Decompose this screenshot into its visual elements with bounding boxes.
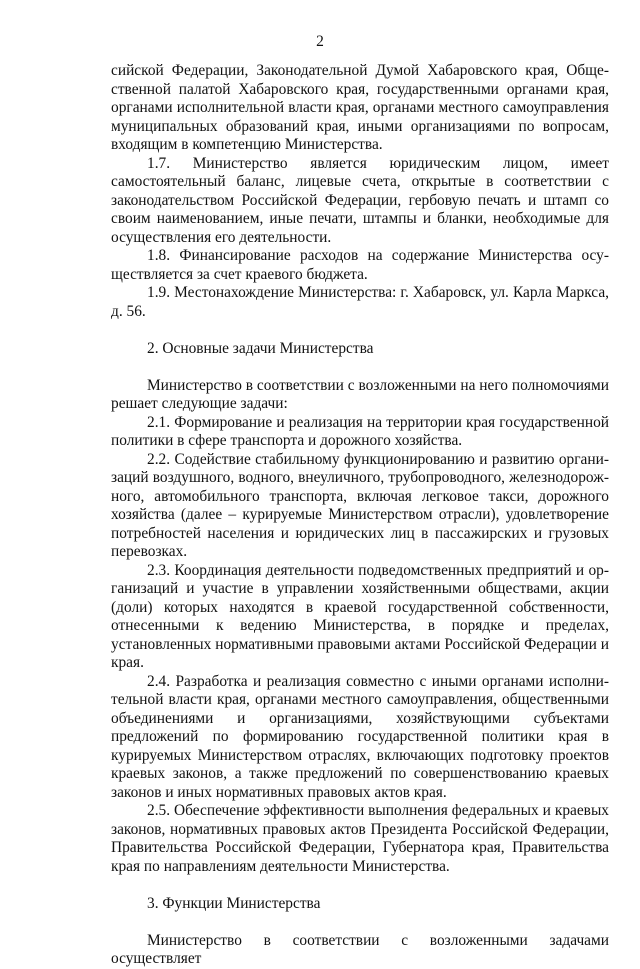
paragraph-1-9: 1.9. Местонахождение Министерства: г. Хабаровск, ул. Карла Маркса, д. 56.: [111, 284, 609, 320]
page-number: 2: [316, 33, 324, 50]
paragraph-2-4: 2.4. Разработка и реализация совместно с иными органами исполнительной власти края, органами местного самоуправления, общественными объединениями и организациями, хозяйствующими субъектами предложений по формированию государственной политики края в курируемых Министерством отраслях, включающих подготовку проектов краевых законов, а также предложений по совершенствованию краевых законов и иных нормативных правовых актов края.: [111, 672, 609, 801]
paragraph-2-1: 2.1. Формирование и реализация на территории края государственной политики в сфере транспорта и дорожного хозяйства.: [111, 413, 609, 449]
paragraph-1-8: 1.8. Финансирование расходов на содержание Министерства осуществляется за счет краевого бюджета.: [111, 247, 609, 283]
paragraph-2-2: 2.2. Содействие стабильному функционированию и развитию организаций воздушного, водного, внеуличного, трубопроводного, железнодорожного, автомобильного транспорта, включая легковое такси, дорожного хозяйства (далее – курируемые Министерством отрасли), удовлетворение потребностей населения и юридических лиц в пассажирских и грузовых перевозках.: [111, 450, 609, 560]
paragraph-3-intro: Министерство в соответствии с возложенными задачами осуществляет: [111, 931, 609, 967]
section-heading-3: 3. Функции Министерства: [147, 894, 321, 912]
paragraph-2-5: 2.5. Обеспечение эффективности выполнения федеральных и краевых законов, нормативных правовых актов Президента Российской Федерации, Правительства Российской Федерации, Губернатора края, Правительства края по направлениям деятельности Министерства.: [111, 802, 609, 875]
paragraph-2-3: 2.3. Координация деятельности подведомственных предприятий и организаций и участие в управлении хозяйственными обществами, акции (доли) которых находятся в краевой государственной собственности, отнесенными к ведению Министерства, в порядке и пределах, установленных нормативными правовыми актами Российской Федерации и края.: [111, 561, 609, 671]
paragraph-2-intro: Министерство в соответствии с возложенными на него полномочиями решает следующие задачи:: [111, 376, 609, 412]
section-heading-2: 2. Основные задачи Министерства: [147, 339, 374, 357]
paragraph-1-7: 1.7. Министерство является юридическим лицом, имеет самостоятельный баланс, лицевые счета, открытые в соответствии с законодательством Российской Федерации, гербовую печать и штамп со своим наименованием, иные печати, штампы и бланки, необходимые для осуществления его деятельности.: [111, 154, 609, 246]
paragraph-continuation: сийской Федерации, Законодательной Думой Хабаровского края, Общественной палатой Хабаровского края, государственными органами края, органами исполнительной власти края, органами местного самоуправления муниципальных образований края, иными организациями по вопросам, входящим в компетенцию Министерства.: [111, 62, 609, 153]
document-body: [111, 62, 609, 969]
